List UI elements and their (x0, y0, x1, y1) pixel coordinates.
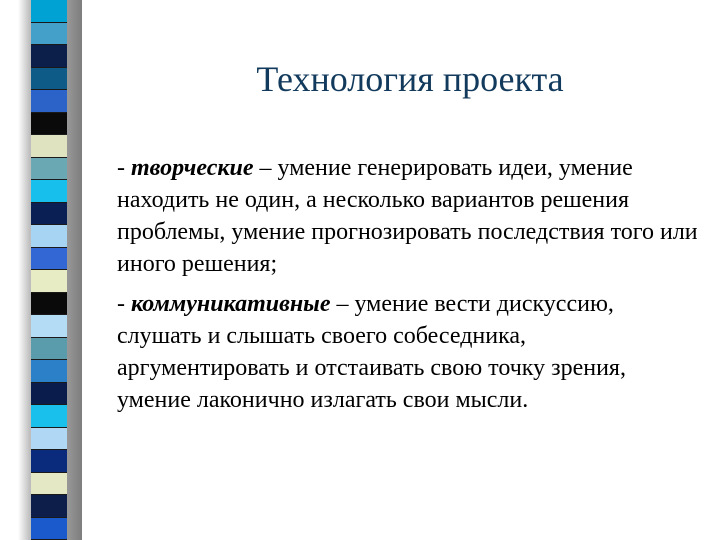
term-creative: творческие (131, 155, 254, 181)
stripe-cell (31, 428, 67, 451)
stripe-cell (31, 0, 67, 23)
stripe-cell (31, 360, 67, 383)
slide-body (117, 152, 702, 424)
paragraph-communicative-skills (117, 288, 702, 416)
stripe-cell (31, 383, 67, 406)
stripe-cell (31, 270, 67, 293)
stripe-cell (31, 405, 67, 428)
stripe-cell (31, 45, 67, 68)
stripe-cell (31, 113, 67, 136)
stripe-cell (31, 518, 67, 540)
stripe-cell (31, 315, 67, 338)
stripe-cell (31, 495, 67, 518)
stripe-cell (31, 23, 67, 46)
stripe-cell (31, 338, 67, 361)
stripe-cell (31, 473, 67, 496)
stripe-cell (31, 293, 67, 316)
stripe-cell (31, 180, 67, 203)
term-communicative: коммуникативные (131, 291, 331, 317)
paragraph-text: – умение генерировать идеи, умение находить не один, а несколько вариантов решения проблемы, умение прогнозировать последствия того или иного решения; (117, 155, 698, 277)
list-dash: - (117, 155, 131, 181)
paragraph-creative-skills (117, 152, 702, 280)
stripe-cell (31, 135, 67, 158)
slide-title: Технология проекта (256, 59, 564, 99)
stripe-cell (31, 68, 67, 91)
paragraph-text: – умение вести дискуссию, слушать и слышать своего собеседника, аргументировать и отстаивать свою точку зрения, умение лаконично излагать свои мысли. (117, 291, 626, 413)
stripe-cell (31, 158, 67, 181)
stripe-cell (31, 450, 67, 473)
stripe-cell (31, 248, 67, 271)
list-dash: - (117, 291, 131, 317)
stripe-cell (31, 225, 67, 248)
stripe-cell (31, 90, 67, 113)
stripe-cell (31, 203, 67, 226)
decorative-stripe-column (31, 0, 67, 540)
